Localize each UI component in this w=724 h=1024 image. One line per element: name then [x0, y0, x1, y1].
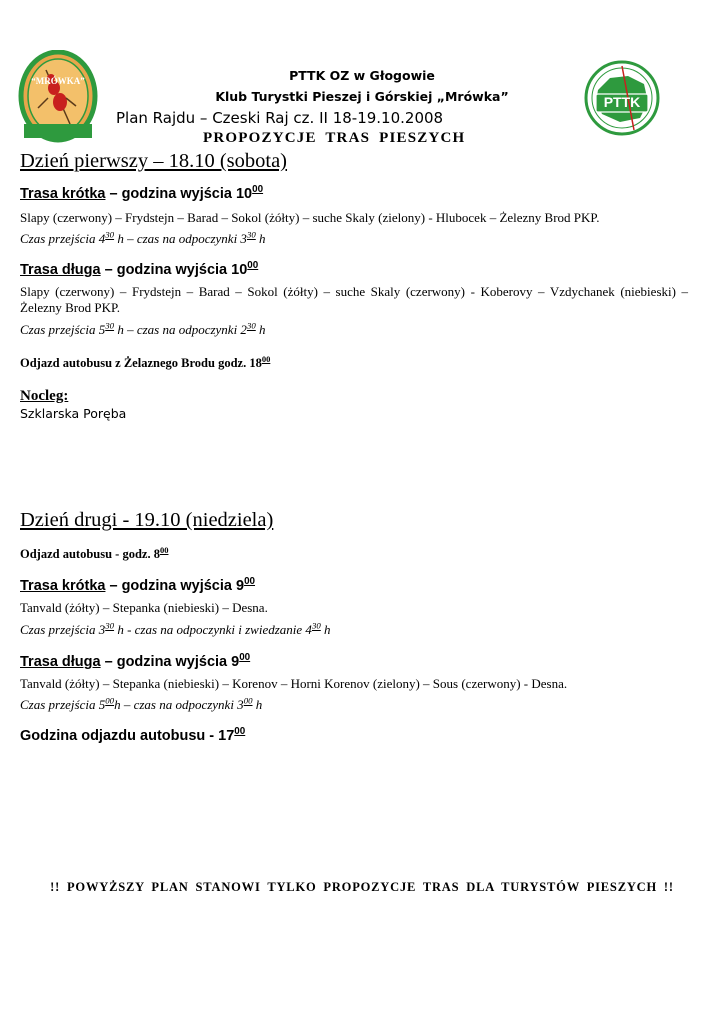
departure-text: Odjazd autobusu - godz. 8: [20, 547, 160, 561]
route-name: Trasa długa: [20, 654, 101, 670]
day2-long-route-desc: Tanvald (żółty) – Stepanka (niebieski) – Korenov – Horni Korenov (zielony) – Sous (czerwony) - Desna.: [20, 676, 568, 691]
walk-time-minutes: 30: [105, 229, 115, 240]
proposals-heading: PROPOZYCJE TRAS PIESZYCH: [203, 130, 466, 146]
walk-time-label: Czas przejścia 4: [20, 231, 106, 246]
rest-time-label: h – czas na odpoczynki 2: [114, 322, 247, 337]
rest-time-label: h – czas na odpoczynki 3: [114, 231, 247, 246]
organization-name: PTTK OZ w Głogowie: [289, 68, 435, 83]
hours-unit: h: [255, 322, 266, 337]
hours-unit: h: [320, 622, 331, 637]
walk-time-minutes: 30: [105, 320, 115, 331]
route-start: – godzina wyjścia 10: [100, 262, 248, 278]
route-start: – godzina wyjścia 9: [100, 654, 240, 670]
route-name: Trasa krótka: [20, 186, 106, 202]
day1-long-route-times: [20, 322, 266, 338]
walk-time-label: Czas przejścia 5: [20, 322, 106, 337]
day2-long-route-times: [20, 697, 262, 713]
day1-bus-departure: [20, 353, 271, 371]
logo-right-caption: PTTK: [603, 94, 641, 110]
departure-minutes: 00: [159, 544, 169, 555]
day2-bus-return: [20, 728, 245, 744]
club-name: Klub Turystki Pieszej i Górskiej „Mrówka”: [215, 89, 509, 104]
walk-time-label: Czas przejścia 3: [20, 622, 106, 637]
day2-short-route-title: [20, 578, 255, 594]
rest-time-minutes: 30: [246, 229, 256, 240]
route-start: – godzina wyjścia 10: [105, 186, 253, 202]
day1-long-route-title: [20, 262, 258, 278]
route-start: – godzina wyjścia 9: [105, 578, 245, 594]
walk-time-label: Czas przejścia 5: [20, 697, 106, 712]
nocleg-place: Szklarska Poręba: [20, 406, 127, 421]
day1-long-route-desc: Slapy (czerwony) – Frydstejn – Barad – Sokol (żółty) – suche Skaly (czerwony) - Koberovy – Vzdychanek (niebieski) – Żelezny Brod PKP.: [20, 284, 688, 315]
route-start-minutes: 00: [247, 260, 259, 272]
rest-time-minutes: 30: [311, 620, 321, 631]
hours-unit: h: [252, 697, 263, 712]
day1-short-route-title: [20, 186, 263, 202]
day2-short-route-desc: Tanvald (żółty) – Stepanka (niebieski) – Desna.: [20, 600, 268, 615]
nocleg-label: Nocleg:: [20, 388, 69, 404]
day2-bus-departure: [20, 544, 169, 562]
day1-heading: Dzień pierwszy – 18.10 (sobota): [20, 150, 288, 172]
rally-plan-title: Plan Rajdu – Czeski Raj cz. II 18-19.10.2008: [116, 109, 444, 127]
return-minutes: 00: [234, 726, 246, 738]
day1-short-route-desc: Slapy (czerwony) – Frydstejn – Barad – Sokol (żółty) – suche Skaly (zielony) - Hlubocek – Żelezny Brod PKP.: [20, 210, 600, 225]
route-start-minutes: 00: [244, 576, 256, 588]
day2-long-route-title: [20, 654, 250, 670]
day1-short-route-times: [20, 231, 266, 247]
rest-time-minutes: 30: [246, 320, 256, 331]
route-name: Trasa krótka: [20, 578, 106, 594]
day2-heading: Dzień drugi - 19.10 (niedziela): [20, 509, 274, 531]
walk-time-minutes: 00: [105, 695, 115, 706]
rest-time-label: h – czas na odpoczynki 3: [114, 697, 244, 712]
logo-left-caption: “MRÓWKA”: [31, 76, 85, 86]
footer-notice: !! POWYŻSZY PLAN STANOWI TYLKO PROPOZYCJE TRAS DLA TURYSTÓW PIESZYCH !!: [50, 880, 674, 894]
route-start-minutes: 00: [239, 652, 251, 664]
departure-text: Odjazd autobusu z Żelaznego Brodu godz. 18: [20, 356, 262, 370]
route-name: Trasa długa: [20, 262, 101, 278]
departure-minutes: 00: [261, 353, 271, 364]
walk-time-minutes: 30: [105, 620, 115, 631]
day2-short-route-times: [20, 622, 331, 638]
route-start-minutes: 00: [252, 184, 264, 196]
rest-time-minutes: 00: [243, 695, 253, 706]
rest-time-label: h - czas na odpoczynki i zwiedzanie 4: [114, 622, 312, 637]
return-text: Godzina odjazdu autobusu - 17: [20, 728, 235, 744]
hours-unit: h: [255, 231, 266, 246]
